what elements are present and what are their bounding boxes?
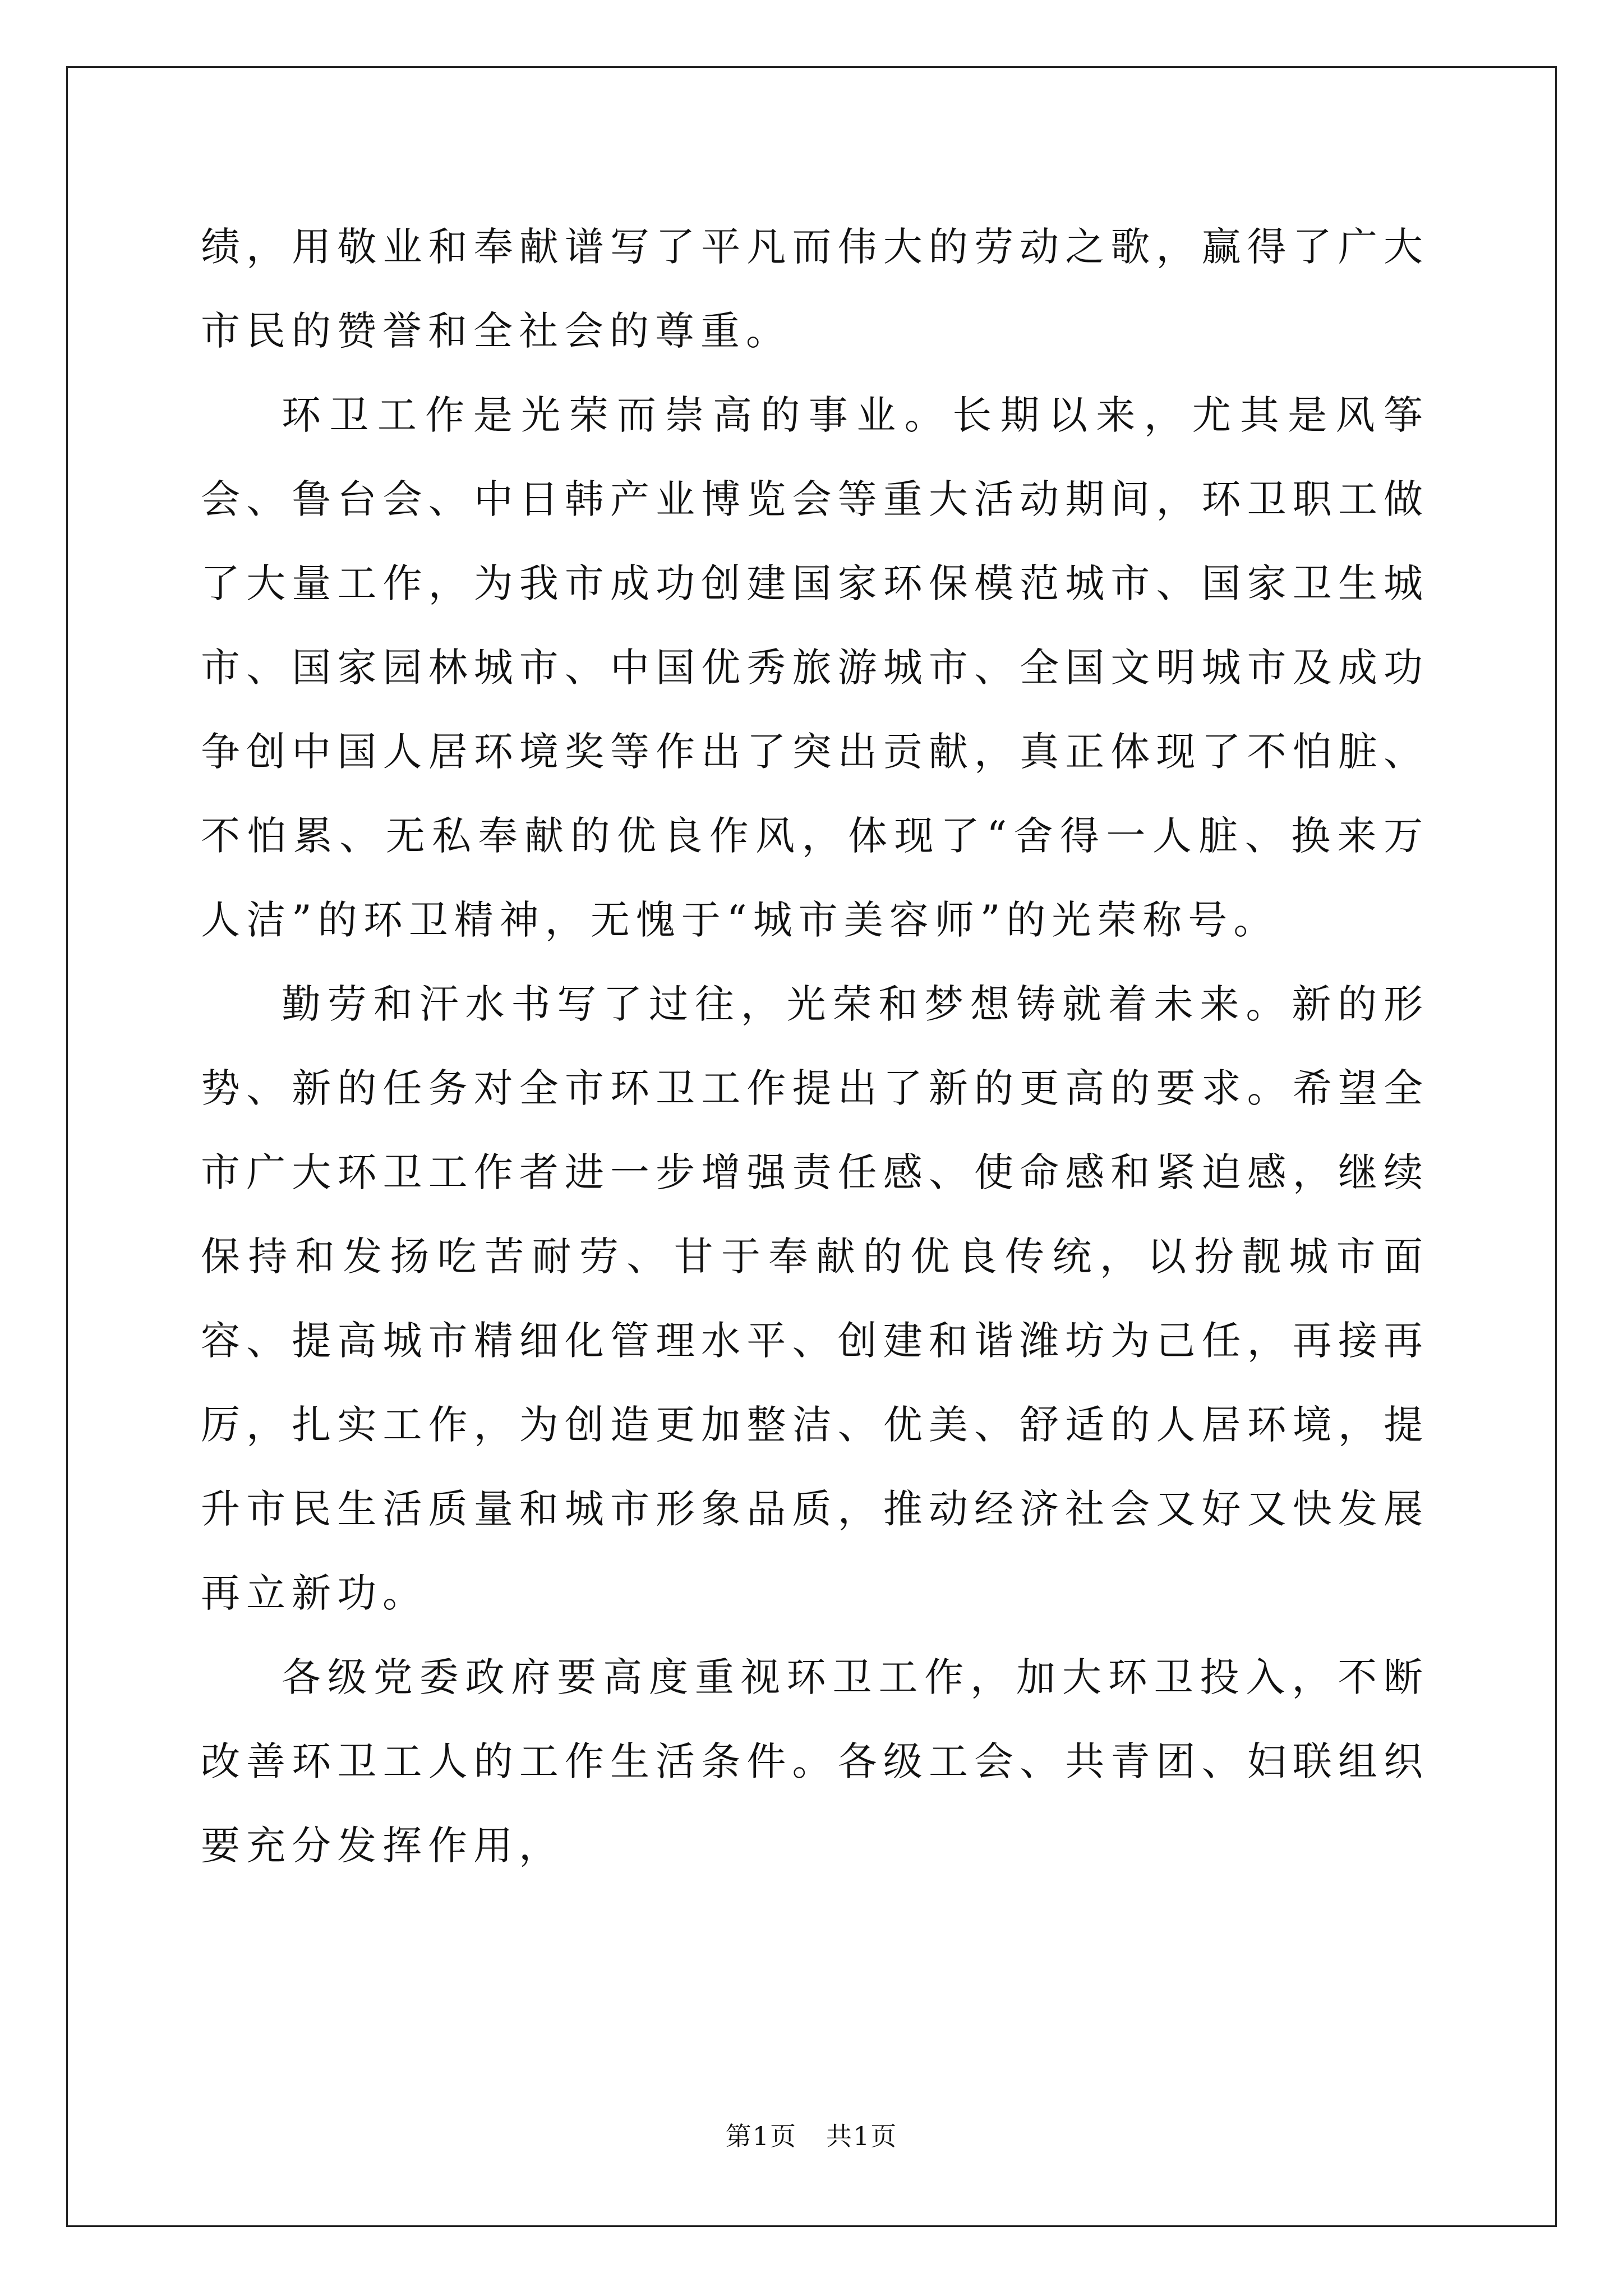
paragraph-continuation: 绩，用敬业和奉献谱写了平凡而伟大的劳动之歌，赢得了广大市民的赞誉和全社会的尊重。: [201, 224, 1429, 354]
page-total: 共1页: [826, 2121, 898, 2151]
page-number: 第1页: [725, 2121, 797, 2151]
paragraph: 勤劳和汗水书写了过往，光荣和梦想铸就着未来。新的形势、新的任务对全市环卫工作提出了新的更高的要求。希望全市广大环卫工作者进一步增强责任感、使命感和紧迫感，继续保持和发扬吃苦耐劳、甘于奉献的优良传统，以扮靓城市面容、提高城市精细化管理水平、创建和谐潍坊为己任，再接再厉，扎实工作，为创造更加整洁、优美、舒适的人居环境，提升市民生活质量和城市形象品质，推动经济社会又好又快发展再立新功。: [201, 981, 1429, 1616]
page-footer: [0, 2119, 1623, 2153]
document-body: [201, 205, 1429, 1888]
paragraph: 环卫工作是光荣而崇高的事业。长期以来，尤其是风筝会、鲁台会、中日韩产业博览会等重大活动期间，环卫职工做了大量工作，为我市成功创建国家环保模范城市、国家卫生城市、国家园林城市、中国优秀旅游城市、全国文明城市及成功争创中国人居环境奖等作出了突出贡献，真正体现了不怕脏、不怕累、无私奉献的优良作风，体现了“舍得一人脏、换来万人洁”的环卫精神，无愧于“城市美容师”的光荣称号。: [201, 392, 1429, 943]
paragraph: 各级党委政府要高度重视环卫工作，加大环卫投入，不断改善环卫工人的工作生活条件。各级工会、共青团、妇联组织要充分发挥作用，: [201, 1654, 1429, 1869]
